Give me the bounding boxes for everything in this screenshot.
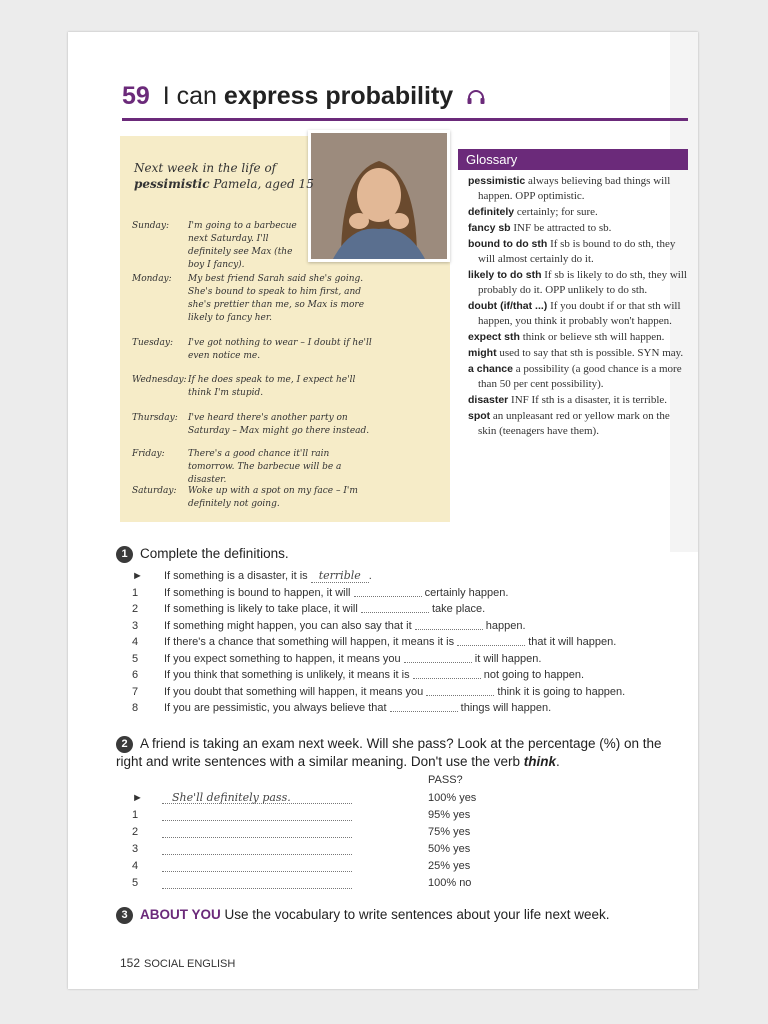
unit-title — [122, 82, 486, 111]
item-text — [164, 568, 372, 584]
glossary-definition: INF be attracted to sb. — [510, 222, 612, 234]
answer-line[interactable] — [162, 841, 352, 855]
item-after: certainly happen. — [424, 586, 509, 599]
exercise-3-title — [116, 907, 609, 924]
workbook-page — [68, 32, 698, 989]
item-number: 6 — [132, 669, 139, 681]
answer-blank[interactable] — [361, 601, 429, 613]
item-before: If something is a disaster, it is — [164, 570, 308, 582]
answer-line[interactable] — [162, 824, 352, 838]
exercise-number-badge: 3 — [116, 907, 133, 924]
item-text — [164, 618, 526, 634]
girl-photo — [308, 130, 450, 262]
exercise-1-item — [132, 700, 692, 717]
glossary-box — [458, 149, 688, 440]
diary-day: Saturday: — [132, 486, 177, 496]
diary-day: Thursday: — [132, 413, 178, 423]
item-number: 4 — [132, 636, 139, 648]
item-number: 3 — [132, 619, 139, 632]
glossary-definition: If sb is bound to do sth, they will almost certainly do it. — [478, 238, 676, 265]
item-before: If there's a chance that something will happen, it means it is — [164, 636, 455, 648]
glossary-entry — [468, 237, 688, 267]
exercise-2-row — [132, 790, 532, 807]
glossary-entry — [468, 174, 688, 204]
pass-column-header: PASS? — [428, 774, 463, 786]
answer-line[interactable] — [162, 807, 352, 821]
exercise-2-title — [116, 735, 688, 770]
page-footer — [120, 956, 235, 970]
headphones-icon — [466, 89, 486, 105]
glossary-entry — [468, 346, 688, 361]
unit-number: 59 — [122, 82, 150, 110]
item-after: things will happen. — [460, 702, 552, 714]
item-number: 1 — [132, 586, 139, 599]
answer-blank[interactable] — [457, 634, 525, 646]
diary-day: Monday: — [132, 274, 172, 284]
diary-text: My best friend Sarah said she's going. She's bound to speak to him first, and she's prettier than me, so Max is more likely to fancy her. — [188, 274, 365, 323]
row-marker: 5 — [132, 877, 139, 889]
percentage-label: 100% no — [428, 877, 472, 889]
exercise-2-row — [132, 875, 532, 892]
glossary-term: doubt (if/that ...) — [468, 300, 548, 312]
row-marker: ► — [132, 792, 143, 804]
exercise-2-verb: think — [523, 754, 557, 769]
item-before: If you are pessimistic, you always believe that — [164, 702, 387, 714]
exercise-2-instruction: A friend is taking an exam next week. Will she pass? Look at the percentage (%) on the right and write sentences with a similar meaning. Don't use the verb — [116, 736, 662, 769]
glossary-term: spot — [468, 410, 491, 422]
answer-blank[interactable] — [426, 684, 494, 696]
item-text — [164, 667, 584, 683]
diary-heading-line2 — [134, 176, 314, 192]
exercise-3-instruction: Use the vocabulary to write sentences about your life next week. — [220, 907, 610, 922]
exercise-1-item — [132, 684, 692, 701]
row-marker: 2 — [132, 826, 139, 838]
exercise-2-row — [132, 807, 532, 824]
item-number: 2 — [132, 603, 139, 615]
exercise-2-row — [132, 824, 532, 841]
diary-heading-line1: Next week in the life of — [134, 161, 277, 175]
glossary-definition: always believing bad things will happen. OPP optimistic. — [478, 175, 671, 202]
item-before: If something is bound to happen, it will — [164, 586, 351, 599]
exercise-1-item — [132, 601, 692, 618]
diary-text: I've heard there's another party on Saturday – Max might go there instead. — [188, 413, 370, 436]
exercise-1-instruction: Complete the definitions. — [140, 546, 289, 561]
exercise-number-badge: 2 — [116, 736, 133, 753]
diary-day: Wednesday: — [132, 375, 187, 385]
glossary-term: likely to do sth — [468, 269, 542, 281]
item-after: it will happen. — [474, 652, 542, 665]
answer-field[interactable]: terrible — [311, 570, 369, 583]
item-text — [164, 585, 508, 601]
exercise-2-row — [132, 858, 532, 875]
diary-day: Friday: — [132, 449, 165, 459]
exercise-1-item — [132, 634, 692, 651]
glossary-definition: think or believe sth will happen. — [519, 331, 665, 343]
diary-heading — [134, 160, 314, 192]
percentage-label: 95% yes — [428, 809, 471, 821]
title-rule — [122, 118, 688, 121]
item-after: not going to happen. — [483, 669, 585, 681]
glossary-term: disaster — [468, 394, 509, 406]
item-before: If you doubt that something will happen, it means you — [164, 685, 424, 698]
about-you-label: ABOUT YOU — [140, 907, 221, 922]
glossary-entry — [468, 362, 688, 392]
row-marker: 1 — [132, 809, 139, 821]
glossary-entry — [468, 299, 688, 329]
glossary-term: a chance — [468, 363, 513, 375]
exercise-1-example — [132, 568, 692, 585]
item-after: take place. — [431, 603, 486, 615]
item-text — [164, 684, 625, 700]
item-before: If something is likely to take place, it will — [164, 603, 358, 615]
answer-blank[interactable] — [404, 651, 472, 663]
glossary-definition: a possibility (a good chance is a more than 50 per cent possibility). — [478, 363, 682, 390]
item-text — [164, 651, 541, 667]
glossary-entry — [468, 409, 688, 439]
diary-heading-rest: Pamela, aged 15 — [209, 177, 314, 191]
exercise-number-badge: 1 — [116, 546, 133, 563]
percentage-label: 100% yes — [428, 792, 477, 804]
glossary-term: might — [468, 347, 497, 359]
glossary-definition: an unpleasant red or yellow mark on the skin (teenagers have them). — [478, 410, 670, 437]
glossary-definition: If sb is likely to do sth, they will probably do it. OPP unlikely to do sth. — [478, 269, 687, 296]
answer-line[interactable] — [162, 858, 352, 872]
diary-text: Woke up with a spot on my face – I'm definitely not going. — [188, 486, 358, 509]
exercise-1-list — [132, 568, 692, 717]
glossary-entry — [468, 268, 688, 298]
item-number: 8 — [132, 702, 139, 714]
exercise-2-instruction-end: . — [556, 754, 560, 769]
diary-text: If he does speak to me, I expect he'll think I'm stupid. — [188, 375, 356, 398]
page-number: 152 — [120, 956, 141, 970]
item-after: happen. — [485, 619, 526, 632]
item-text — [164, 601, 485, 617]
exercise-1-item — [132, 651, 692, 668]
row-marker: 4 — [132, 860, 139, 872]
glossary-entry — [468, 205, 688, 220]
glossary-term: expect sth — [468, 331, 520, 343]
answer-blank[interactable] — [413, 667, 481, 679]
glossary-entry — [468, 393, 688, 408]
answer-blank[interactable] — [354, 585, 422, 597]
diary-day: Sunday: — [132, 221, 170, 231]
row-marker: 3 — [132, 843, 139, 855]
diary-text: There's a good chance it'll rain tomorrow. The barbecue will be a disaster. — [188, 449, 342, 485]
answer-line[interactable]: She'll definitely pass. — [162, 790, 352, 804]
item-text — [164, 700, 551, 716]
section-name: SOCIAL ENGLISH — [144, 958, 236, 970]
percentage-label: 50% yes — [428, 843, 471, 855]
item-before: If you expect something to happen, it means you — [164, 652, 401, 665]
glossary-definition: If you doubt if or that sth will happen, you think it probably won't happen. — [478, 300, 681, 327]
percentage-label: 75% yes — [428, 826, 471, 838]
example-marker: ► — [132, 570, 143, 582]
item-text — [164, 634, 616, 650]
exercise-1-title — [116, 546, 289, 563]
glossary-definition: used to say that sth is possible. SYN may. — [496, 347, 684, 359]
girl-photo-illustration — [311, 133, 447, 259]
answer-blank[interactable] — [415, 618, 483, 630]
diary-text: I've got nothing to wear – I doubt if he'll even notice me. — [188, 338, 372, 361]
diary-text: I'm going to a barbecue next Saturday. I'll definitely see Max (the boy I fancy). — [188, 221, 297, 270]
item-number: 5 — [132, 652, 139, 665]
answer-line[interactable] — [162, 875, 352, 889]
item-number: 7 — [132, 685, 139, 698]
percentage-label: 25% yes — [428, 860, 471, 872]
item-before: If something might happen, you can also say that it — [164, 619, 412, 632]
glossary-term: pessimistic — [468, 175, 526, 187]
exercise-1-item — [132, 585, 692, 602]
glossary-list — [458, 174, 688, 439]
item-after: think it is going to happen. — [497, 685, 626, 698]
item-before: If you think that something is unlikely, it means it is — [164, 669, 410, 681]
unit-title-bold: express probability — [223, 82, 454, 110]
glossary-term: bound to do sth — [468, 238, 548, 250]
answer-blank[interactable] — [390, 700, 458, 712]
diary-day: Tuesday: — [132, 338, 173, 348]
exercise-1-item — [132, 618, 692, 635]
item-after: . — [368, 570, 372, 582]
unit-title-prefix: I can — [162, 82, 217, 110]
glossary-definition: certainly; for sure. — [514, 206, 598, 218]
glossary-entry — [468, 330, 688, 345]
glossary-term: definitely — [468, 206, 515, 218]
diary-heading-name: pessimistic — [134, 177, 210, 191]
glossary-title: Glossary — [458, 149, 688, 170]
item-after: that it will happen. — [528, 636, 617, 648]
glossary-term: fancy sb — [468, 222, 511, 234]
glossary-entry — [468, 221, 688, 236]
exercise-1-item — [132, 667, 692, 684]
exercise-2-row — [132, 841, 532, 858]
glossary-definition: INF If sth is a disaster, it is terrible. — [508, 394, 668, 406]
